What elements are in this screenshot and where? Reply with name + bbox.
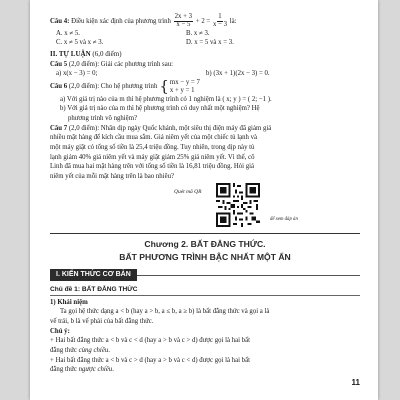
chapter-header [50,233,360,263]
question-4-label: Câu 4: [50,17,70,25]
section-bar [50,269,360,281]
question-6-a: a) Với giá trị nào của m thì hệ phương trình có 1 nghiệm là ( x; y ) = ( 2; −1 ). [60,95,272,103]
topic-title: Chủ đề 1: BẤT ĐẲNG THỨC [50,285,360,295]
chapter-title: Chương 2. BẤT ĐẲNG THỨC. [144,239,266,250]
question-4-text: Điều kiện xác định của phương trình [71,17,171,25]
concept-line-2: vế trái, b là vế phải của bất đẳng thức. [50,317,154,325]
note-line-1: + Hai bất đẳng thức a < b và c < d (hay a > b và c > d) được gọi là hai bất [50,337,250,345]
note-line-3: + Hai bất đẳng thức a < b và c > d (hay a > b và c < d) được gọi là hai bất [50,356,250,364]
option-d: D. x = 5 và x = 3. [186,39,234,47]
option-a: A. x ≠ 5. [56,29,80,37]
option-b: B. x ≠ 3. [186,29,210,37]
concept-line-1: Ta gọi hệ thức dạng a < b (hay a > b, a ≤ b, a ≥ b) là bất đẳng thức và gọi a là [60,308,270,316]
section-title: I. KIẾN THỨC CƠ BẢN [50,269,137,281]
qr-code-icon[interactable] [216,183,260,227]
question-6-b: b) Với giá trị nào của m thì hệ phương trình có duy nhất một nghiệm? Hệ [60,105,260,113]
question-7: Câu 7 (2,0 điểm): Nhân dịp ngày Quốc khánh, một siêu thị điện máy đã giảm giá [50,124,272,132]
question-4-options [50,29,360,48]
qr-label: Quét mã QR [174,189,202,196]
concept-heading: 1) Khái niệm [50,298,88,306]
note-line-4: đẳng thức ngược chiều. [50,366,114,374]
question-5-parts: a) x(x − 3) = 0; b) (3x + 1)(2x − 3) = 0. [56,70,270,78]
option-c: C. x ≠ 5 và x ≠ 3. [56,39,104,47]
chapter-subtitle: BẤT PHƯƠNG TRÌNH BẬC NHẤT MỘT ẨN [119,251,291,262]
question-5: Câu 5 (2,0 điểm): Giải các phương trình sau: [50,60,174,68]
question-6: Câu 6 (2,0 điểm): Cho hệ phương trình { mx − y = 7 x + y = 1 [50,77,200,96]
qr-caption: để xem đáp án [270,217,298,223]
page-number: 11 [351,378,360,387]
fraction-1: $\frac{2x + 3}{x - 5}$ [174,13,193,28]
question-4: Câu 4: Điều kiện xác định của phương trình $\frac{2x + 3}{x - 5}$ + 2 = $\frac{1}{x - 3}$ là: [50,13,237,28]
part-2-heading: II. TỰ LUẬN (6,0 điểm) [50,49,122,58]
document-page [30,0,378,400]
note-line-2: đẳng thức cùng chiều. [50,346,110,354]
equation-system: { mx − y = 7 x + y = 1 [159,77,200,96]
qr-block [50,183,360,227]
page-content: Câu 4: Điều kiện xác định của phương trình $\frac{2x + 3}{x - 5}$ + 2 = $\frac{1}{x - 3}$ là: A. x ≠ 5. B. x ≠ 3. C. x ≠ 5 và x ≠ 3. D. x = 5 và x = 3. II. TỰ LUẬN (6,0 điểm) Câu 5 (2,0 điểm): Giải các phương trình sau: a) x(x − 3) = 0; b) (3x + 1)(2x − 3) = 0. Câu 6 (2,0 điểm): Cho hệ phương trình { mx − y = 7 x + y = 1 a) Với giá trị nào của m thì hệ phương trình có 1 nghiệm là ( x; y ) = ( 2; −1 ). b) Với giá trị nào của m thì hệ phương trình có duy nhất một nghiệm? Hệ phương trình vô nghiệm? Câu 7 (2,0 điểm): Nhân dịp ngày Quốc khánh, một siêu thị điện máy đã giảm giá nhiều mặt hàng để kích cầu mua sắm. Giá niêm yết của một chiếc tủ lạnh và một máy giặt có tổng số tiền là 25,4 triệu đồng. Tuy nhiên, trong dịp này tủ lạnh giảm 40% giá niêm yết và máy giặt giảm 25% giá niêm yết. Vì thế, cô Linh đã mua hai mặt hàng trên với tổng số tiền là 16,81 triệu đồng. Hỏi giá niêm yết của mỗi mặt hàng trên là bao nhiêu? Quét mã QR để xem đáp án Chương 2. BẤT ĐẲNG THỨC. BẤT PHƯƠNG TRÌNH BẬC NHẤT MỘT ẨN I. KIẾN THỨC CƠ BẢN Chủ đề 1: BẤT ĐẲNG THỨC 1) Khái niệm Ta gọi hệ thức dạng a < b (hay a > b, a ≤ b, a ≥ b) là bất đẳng thức và gọi a là vế trái, b là vế phải của bất đẳng thức. Chú ý: + Hai bất đẳng thức a < b và c < d (hay a > b và c > d) được gọi là hai bất đẳng thức cùng chiều. + Hai bất đẳng thức a < b và c > d (hay a > b và c < d) được gọi là hai bất đẳng thức ngược chiều. [30,0,378,375]
fraction-2: $\frac{1}{x - 3}$ [212,13,227,28]
note-heading: Chú ý: [50,327,70,335]
